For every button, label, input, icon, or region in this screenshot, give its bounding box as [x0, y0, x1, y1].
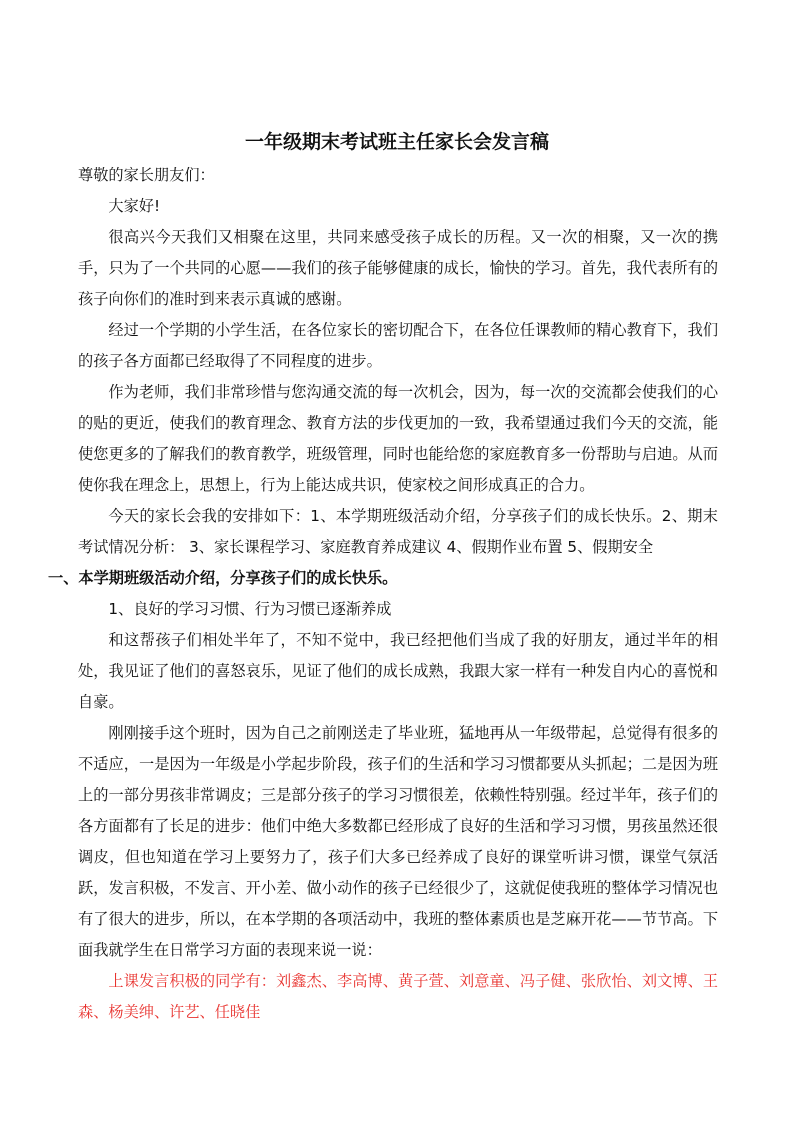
document-title: 一年级期末考试班主任家长会发言稿 — [244, 131, 549, 153]
section-heading-1: 一、本学期班级活动介绍，分享孩子们的成长快乐。 — [48, 569, 398, 587]
subsection-heading-1: 1、良好的学习习惯、行为习惯已逐渐养成 — [108, 600, 392, 618]
greeting: 尊敬的家长朋友们： — [78, 166, 215, 184]
paragraph-half-year: 和这帮孩子们相处半年了，不知不觉中，我已经把他们当成了我的好朋友，通过半年的相处，我见证了他们的喜怒哀乐，见证了他们的成长成熟，我跟大家一样有一种发自内心的喜悦和自豪。 — [78, 631, 718, 711]
paragraph-agenda: 今天的家长会我的安排如下：1、本学期班级活动介绍，分享孩子们的成长快乐。2、期末考试情况分析： 3、家长课程学习、家庭教育养成建议 4、假期作业布置 5、假期安全 — [78, 507, 718, 556]
paragraph-progress: 经过一个学期的小学生活，在各位家长的密切配合下，在各位任课教师的精心教育下，我们的孩子各方面都已经取得了不同程度的进步。 — [78, 321, 718, 370]
hello-line: 大家好! — [108, 197, 161, 215]
paragraph-class-change: 刚刚接手这个班时，因为自己之前刚送走了毕业班，猛地再从一年级带起，总觉得有很多的不适应，一是因为一年级是小学起步阶段，孩子们的生活和学习习惯都要从头抓起；二是因为班上的一部分男孩非常调皮；三是部分孩子的学习习惯很差，依赖性特别强。经过半年，孩子们的各方面都有了长足的进步：他们中绝大多数都已经形成了良好的生活和学习习惯，男孩虽然还很调皮，但也知道在学习上要努力了，孩子们大多已经养成了良好的课堂听讲习惯，课堂气氛活跃，发言积极，不发言、开小差、做小动作的孩子已经很少了，这就促使我班的整体学习情况也有了很大的进步，所以，在本学期的各项活动中，我班的整体素质也是芝麻开花——节节高。下面我就学生在日常学习方面的表现来说一说： — [78, 724, 718, 959]
document-body — [48, 160, 718, 1028]
paragraph-communication: 作为老师，我们非常珍惜与您沟通交流的每一次机会，因为，每一次的交流都会使我们的心的贴的更近，使我们的教育理念、教育方法的步伐更加的一致，我希望通过我们今天的交流，能使您更多的了解我们的教育教学，班级管理，同时也能给您的家庭教育多一份帮助与启迪。从而使你我在理念上，思想上，行为上能达成共识，使家校之间形成真正的合力。 — [78, 383, 718, 494]
highlight-students: 上课发言积极的同学有：刘鑫杰、李高博、黄子萱、刘意童、冯子健、张欣怡、刘文博、王森、杨美绅、许艺、任晓佳 — [78, 972, 718, 1021]
paragraph-intro: 很高兴今天我们又相聚在这里，共同来感受孩子成长的历程。又一次的相聚，又一次的携手，只为了一个共同的心愿——我们的孩子能够健康的成长，愉快的学习。首先，我代表所有的孩子向你们的准时到来表示真诚的感谢。 — [78, 228, 718, 308]
